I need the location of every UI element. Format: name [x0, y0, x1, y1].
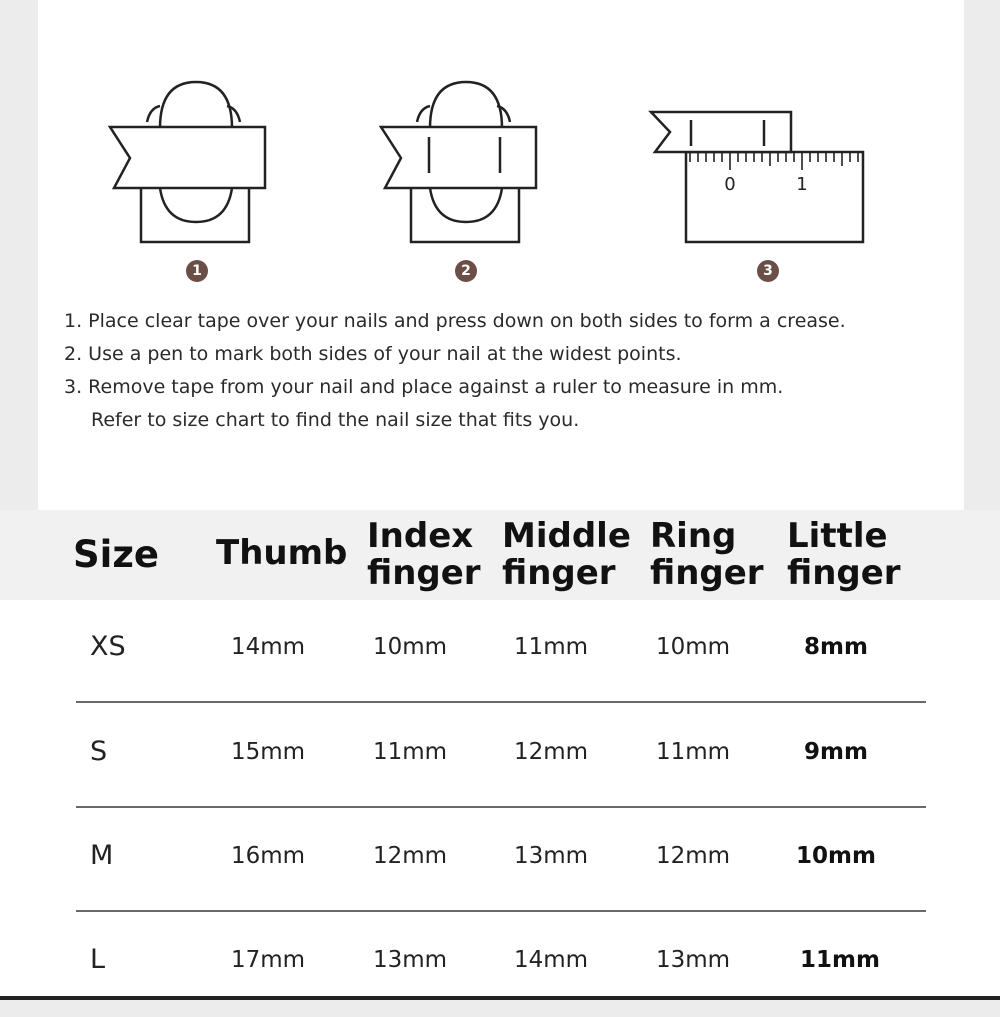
step-badge-1: 1 [186, 260, 208, 282]
table-row [0, 809, 1000, 913]
size-table-body [0, 600, 1000, 1000]
table-row [0, 705, 1000, 809]
ring-cell: 12mm [656, 843, 731, 869]
instruction-line: 1. Place clear tape over your nails and press down on both sides to form a crease. [64, 310, 846, 332]
header-size: Size [73, 533, 159, 576]
finger-tape-illustration-2 [381, 82, 536, 242]
little-cell: 10mm [796, 843, 876, 869]
ring-cell: 10mm [656, 634, 731, 660]
header-middle-finger: Middle finger [502, 516, 631, 593]
ring-cell: 13mm [656, 947, 731, 973]
middle-cell: 13mm [514, 843, 589, 869]
size-cell: XS [90, 631, 126, 662]
index-cell: 10mm [373, 634, 448, 660]
ruler-tick-label: 1 [796, 174, 808, 195]
bottom-edge [0, 996, 1000, 1000]
header-thumb: Thumb [216, 533, 348, 573]
index-cell: 13mm [373, 947, 448, 973]
thumb-cell: 16mm [231, 843, 306, 869]
header-little-finger: Little finger [787, 516, 901, 593]
middle-cell: 14mm [514, 947, 589, 973]
instruction-line: 3. Remove tape from your nail and place against a ruler to measure in mm. [64, 376, 784, 398]
thumb-cell: 14mm [231, 634, 306, 660]
index-cell: 11mm [373, 739, 448, 765]
size-cell: M [90, 840, 114, 871]
little-cell: 8mm [804, 634, 868, 660]
measuring-instructions [64, 305, 964, 437]
thumb-cell: 17mm [231, 947, 306, 973]
measuring-steps-illustration [0, 0, 1000, 300]
row-divider [76, 806, 926, 808]
row-divider [76, 701, 926, 703]
finger-tape-illustration-1 [110, 82, 265, 242]
index-cell: 12mm [373, 843, 448, 869]
size-cell: L [90, 944, 106, 975]
ruler-illustration [651, 112, 863, 242]
step-badge-3: 3 [757, 260, 779, 282]
header-index-finger: Index finger [367, 516, 481, 593]
instruction-line: Refer to size chart to find the nail size that fits you. [91, 409, 580, 431]
middle-cell: 12mm [514, 739, 589, 765]
middle-cell: 11mm [514, 634, 589, 660]
row-divider [76, 910, 926, 912]
table-row [0, 913, 1000, 1017]
size-cell: S [90, 736, 108, 767]
little-cell: 11mm [800, 947, 880, 973]
header-ring-finger: Ring finger [650, 516, 764, 593]
little-cell: 9mm [804, 739, 868, 765]
ring-cell: 11mm [656, 739, 731, 765]
thumb-cell: 15mm [231, 739, 306, 765]
ruler-tick-label: 0 [724, 174, 736, 195]
table-row [0, 600, 1000, 704]
step-badge-2: 2 [455, 260, 477, 282]
size-table-header [0, 510, 1000, 600]
instruction-line: 2. Use a pen to mark both sides of your nail at the widest points. [64, 343, 682, 365]
